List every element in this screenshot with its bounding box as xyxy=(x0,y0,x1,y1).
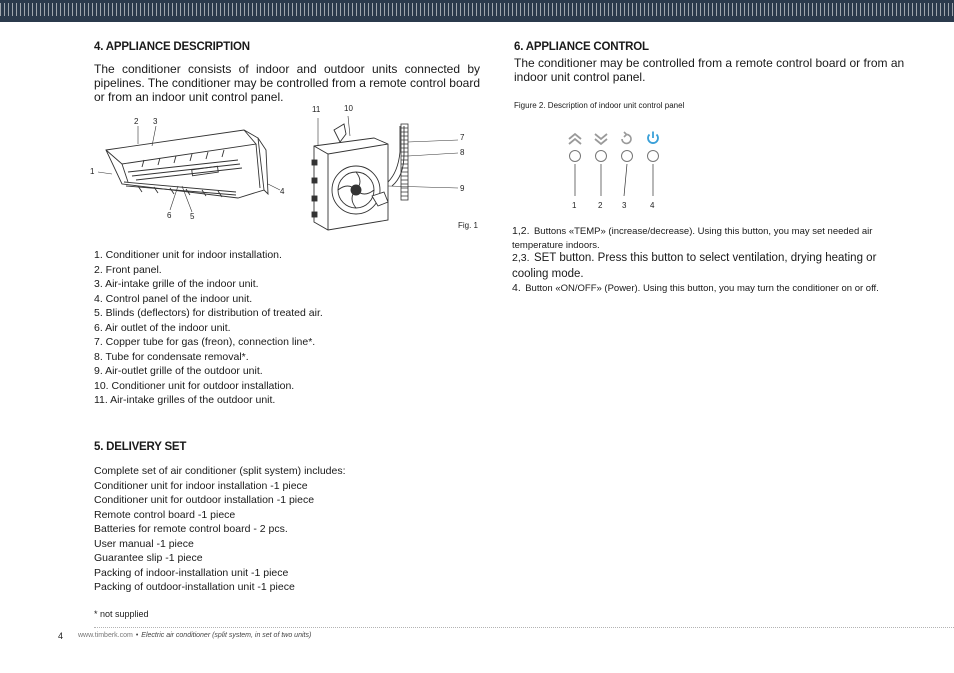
callout-3: 3 xyxy=(153,117,158,126)
list-item: 6. Air outlet of the indoor unit. xyxy=(94,321,231,334)
panel-callout-3: 3 xyxy=(622,201,627,210)
list-item: 3. Air-intake grille of the indoor unit. xyxy=(94,278,259,290)
power-icon xyxy=(648,132,658,144)
wall-pipe-drawing xyxy=(401,124,408,200)
panel-button-2[interactable] xyxy=(596,151,607,162)
panel-button-1[interactable] xyxy=(570,151,581,162)
footer-line xyxy=(78,632,311,639)
list-item: Remote control board -1 piece xyxy=(94,508,236,521)
callout-2: 2 xyxy=(134,117,139,126)
list-item: Batteries for remote control board - 2 pcs. xyxy=(94,523,288,535)
description-text: Buttons «TEMP» (increase/decrease). Using this button, you may set needed air temperature indoors. xyxy=(512,226,873,251)
list-item: 2. Front panel. xyxy=(94,263,162,276)
control-description-2 xyxy=(512,250,904,281)
top-decorative-bar xyxy=(0,0,954,22)
footer-site-link[interactable]: www.timberk.com xyxy=(78,632,133,639)
list-item: 9. Air-outlet grille of the outdoor unit. xyxy=(94,365,263,377)
description-number: 2,3. xyxy=(512,252,530,264)
page-number: 4 xyxy=(58,631,64,641)
indoor-unit-drawing xyxy=(106,130,268,198)
temp-down-icon xyxy=(595,134,607,144)
footer-separator: • xyxy=(135,632,139,639)
section-5-heading: 5. DELIVERY SET xyxy=(94,441,187,453)
figure-2-caption: Figure 2. Description of indoor unit control panel xyxy=(514,101,685,110)
callout-11: 11 xyxy=(312,105,321,114)
list-item: Guarantee slip -1 piece xyxy=(94,552,203,564)
callout-9: 9 xyxy=(460,184,465,193)
footnote-not-supplied: * not supplied xyxy=(94,609,149,619)
list-item: 1. Conditioner unit for indoor installation. xyxy=(94,249,282,261)
description-number: 4. xyxy=(512,282,521,294)
description-text: SET button. Press this button to select ventilation, drying heating or cooling mode. xyxy=(512,252,877,280)
description-text: Button «ON/OFF» (Power). Using this button, you may turn the conditioner on or off. xyxy=(525,283,879,294)
callout-5: 5 xyxy=(190,212,195,221)
control-description-3 xyxy=(512,281,904,295)
list-item: 10. Conditioner unit for outdoor installation. xyxy=(94,379,295,392)
list-item: Packing of indoor-installation unit -1 piece xyxy=(94,566,289,579)
control-panel-diagram xyxy=(560,128,670,214)
panel-callout-leaders xyxy=(575,164,653,196)
panel-callout-4: 4 xyxy=(650,201,655,210)
section-4-intro: The conditioner consists of indoor and outdoor units connected by pipelines. The conditioner may be controlled from a remote control board or from an indoor unit control panel. xyxy=(94,62,480,104)
description-number: 1,2. xyxy=(512,225,530,237)
callout-4: 4 xyxy=(280,187,285,196)
list-item: Packing of outdoor-installation unit -1 piece xyxy=(94,581,295,593)
temp-up-icon xyxy=(569,134,581,144)
list-item: 11. Air-intake grilles of the outdoor unit. xyxy=(94,394,276,406)
control-description-1 xyxy=(512,224,904,251)
appliance-parts-list xyxy=(94,248,323,408)
list-item: User manual -1 piece xyxy=(94,537,194,550)
section-6-intro: The conditioner may be controlled from a remote control board or from an indoor unit control panel. xyxy=(514,56,905,84)
list-item: 7. Copper tube for gas (freon), connection line*. xyxy=(94,336,316,348)
panel-button-4[interactable] xyxy=(648,151,659,162)
figure-1-caption: Fig. 1 xyxy=(458,221,479,230)
footer-document-title: Electric air conditioner (split system, in set of two units) xyxy=(141,632,312,639)
outdoor-unit-drawing xyxy=(312,124,404,230)
callout-7: 7 xyxy=(460,133,465,142)
list-item: 8. Tube for condensate removal*. xyxy=(94,350,249,363)
panel-callout-2: 2 xyxy=(598,201,603,210)
footer-dotted-rule xyxy=(94,627,954,628)
list-item: Conditioner unit for outdoor installation -1 piece xyxy=(94,494,315,506)
section-4-heading: 4. APPLIANCE DESCRIPTION xyxy=(94,41,250,53)
callout-6: 6 xyxy=(167,211,172,220)
figure-1-appliance-diagram xyxy=(88,102,483,232)
callout-8: 8 xyxy=(460,148,465,157)
callout-10: 10 xyxy=(344,104,353,113)
mode-cycle-icon xyxy=(622,132,631,143)
list-item: Complete set of air conditioner (split system) includes: xyxy=(94,465,346,477)
panel-callout-1: 1 xyxy=(572,201,577,210)
list-item: 4. Control panel of the indoor unit. xyxy=(94,292,253,305)
delivery-set-list xyxy=(94,464,346,595)
callout-1: 1 xyxy=(90,167,95,176)
panel-button-3[interactable] xyxy=(622,151,633,162)
list-item: Conditioner unit for indoor installation -1 piece xyxy=(94,479,308,492)
list-item: 5. Blinds (deflectors) for distribution of treated air. xyxy=(94,307,323,319)
section-6-heading: 6. APPLIANCE CONTROL xyxy=(514,41,649,53)
